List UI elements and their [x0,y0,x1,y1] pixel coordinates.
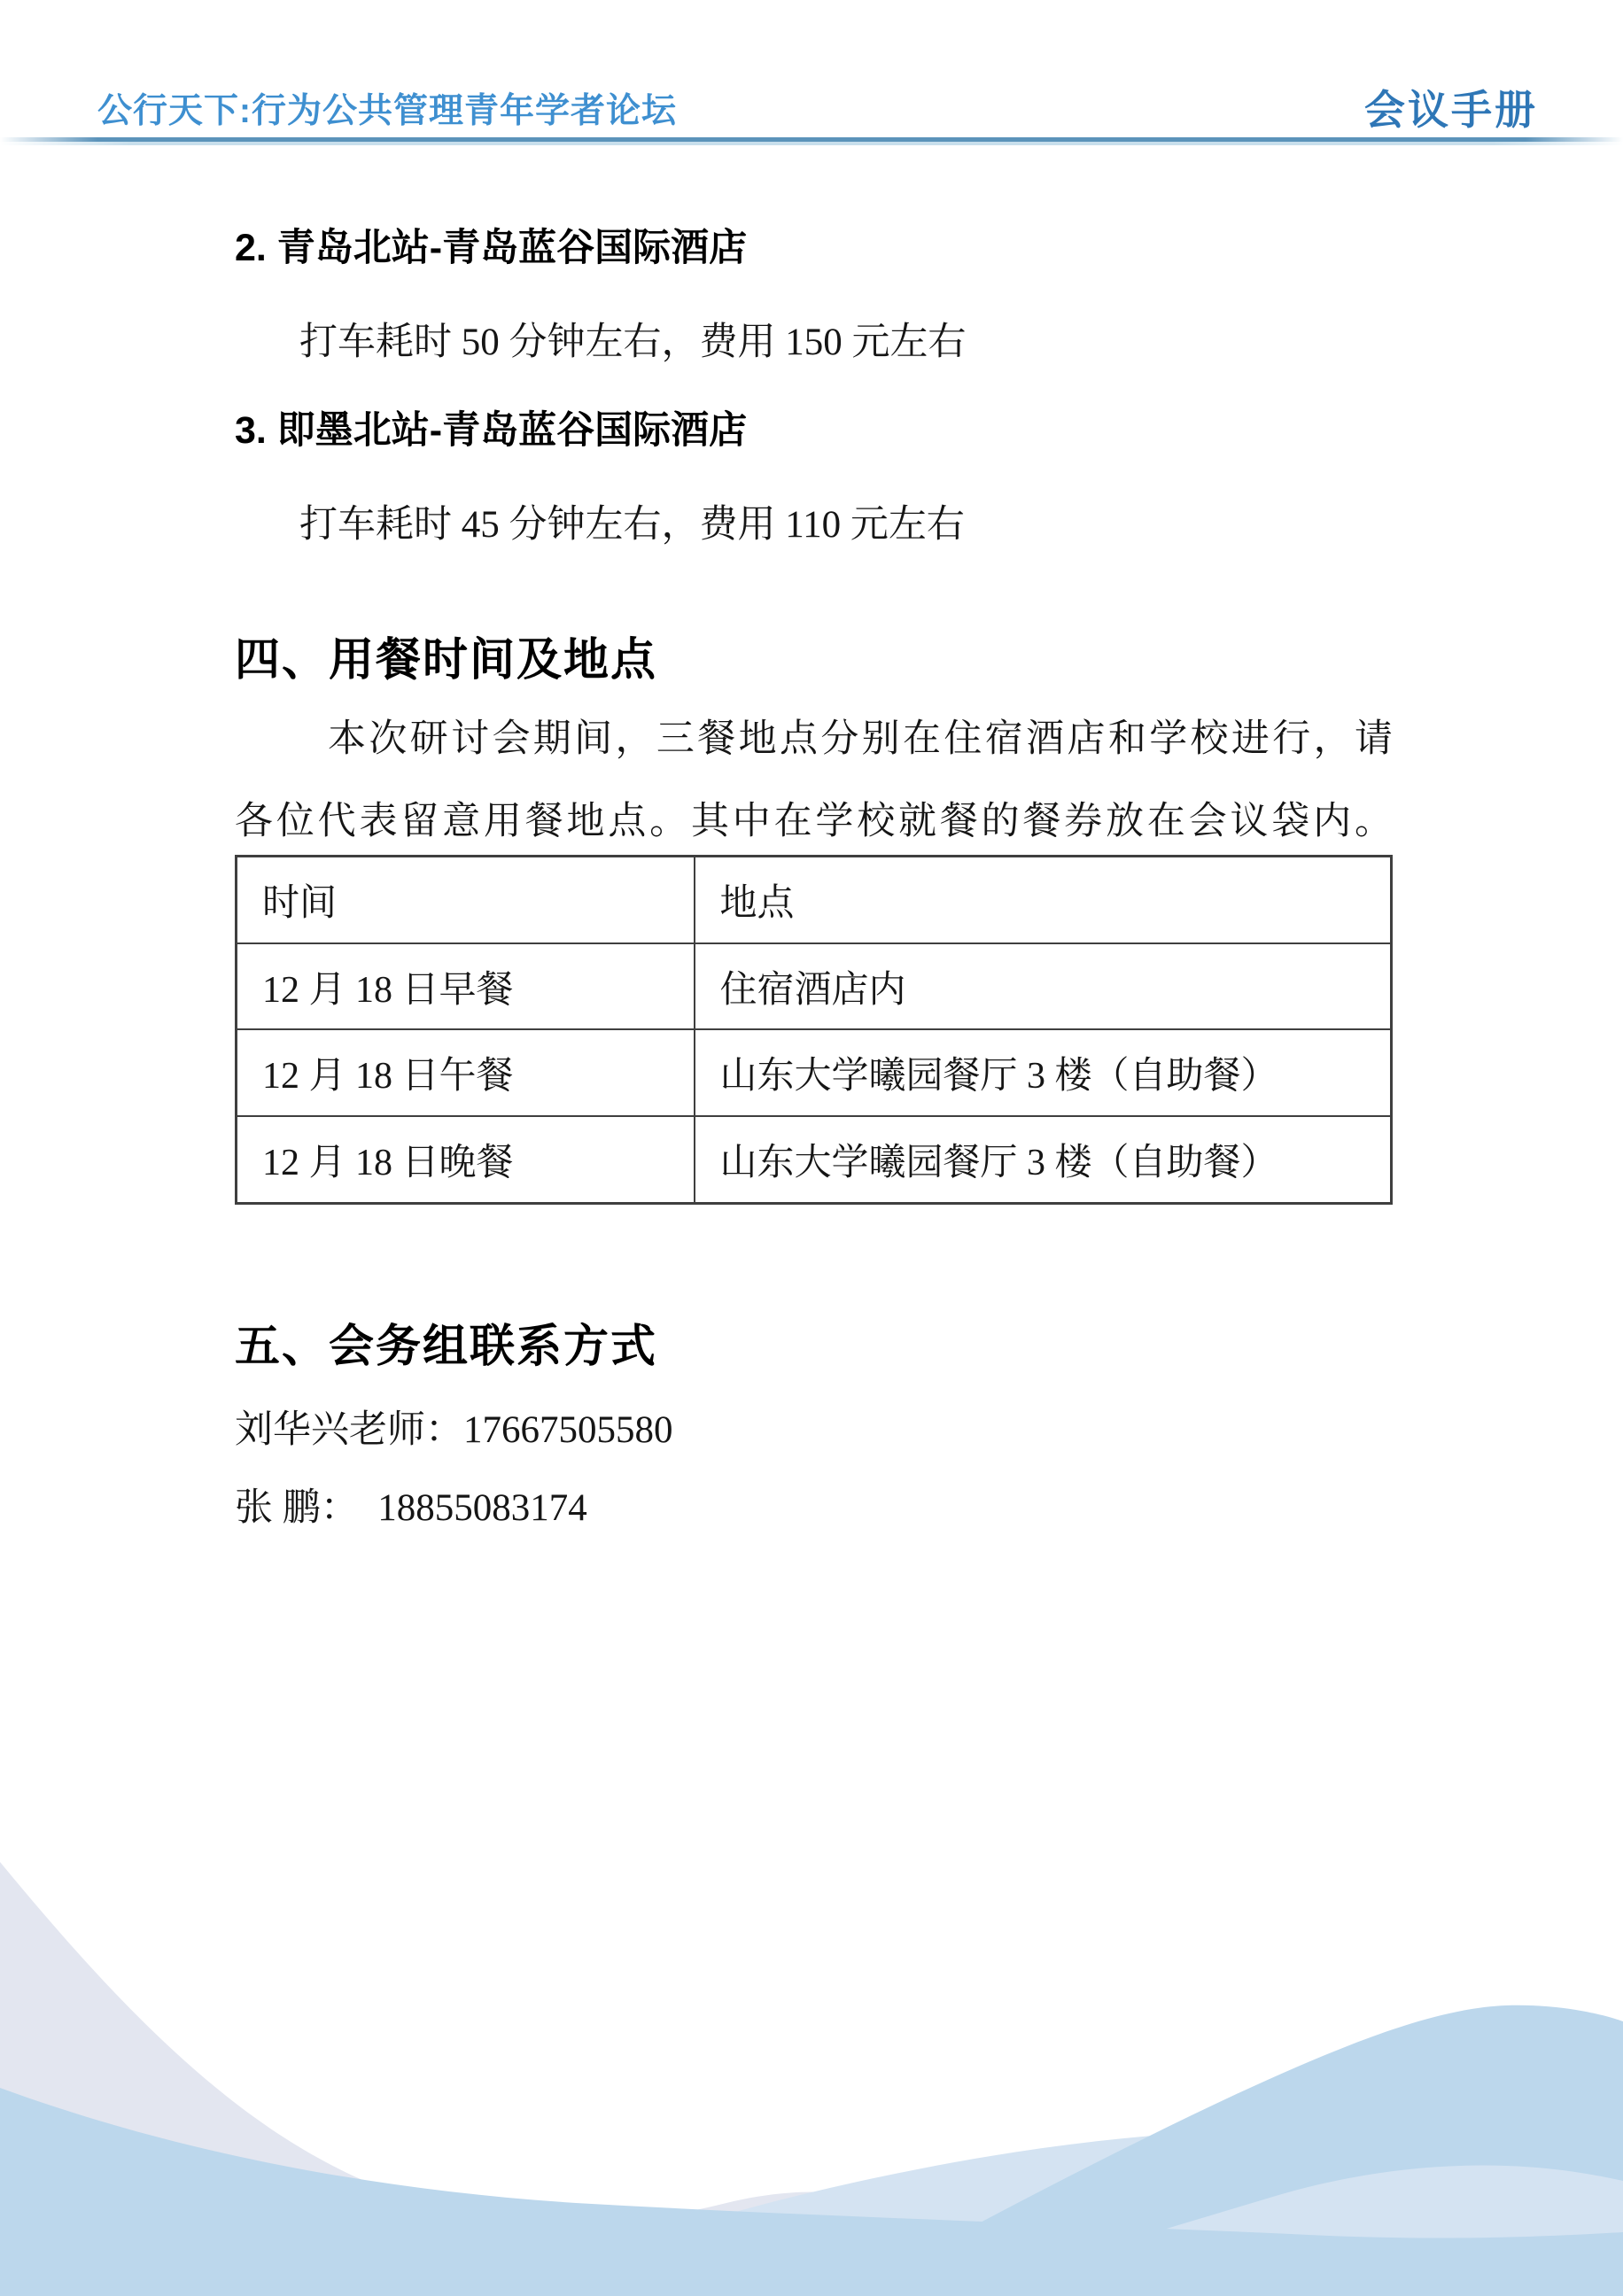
transport-item-title: 2. 青岛北站-青岛蓝谷国际酒店 [235,227,748,269]
transport-item-detail: 打车耗时 45 分钟左右，费用 110 元左右 [299,504,965,546]
footer-wave-graphic [0,1800,1623,2296]
meals-paragraph-line: 各位代表留意用餐地点。其中在学校就餐的餐券放在会议袋内。 [235,801,1393,842]
table-cell: 山东大学曦园餐厅 3 楼（自助餐） [695,1116,1392,1203]
table-row [237,1029,1392,1116]
section-heading-meals: 四、用餐时间及地点 [235,634,658,685]
table-row [237,943,1392,1030]
table-header-cell: 时间 [237,857,695,943]
table-cell: 12 月 18 日晚餐 [237,1116,695,1203]
table-cell: 住宿酒店内 [695,943,1392,1030]
section-heading-contact: 五、会务组联系方式 [235,1321,658,1371]
contact-line: 张 鹏： 18855083174 [235,1487,587,1529]
header-right-title: 会议手册 [1364,88,1538,133]
meal-schedule-table [235,855,1393,1205]
header-divider-glow [0,142,1623,145]
table-header-row [237,857,1392,943]
table-row [237,1116,1392,1203]
table-cell: 山东大学曦园餐厅 3 楼（自助餐） [695,1029,1392,1116]
header-left-title: 公行天下:行为公共管理青年学者论坛 [97,92,677,130]
table-header-cell: 地点 [695,857,1392,943]
transport-item-title: 3. 即墨北站-青岛蓝谷国际酒店 [235,409,748,452]
transport-item-detail: 打车耗时 50 分钟左右，费用 150 元左右 [299,322,967,363]
table-cell: 12 月 18 日午餐 [237,1029,695,1116]
contact-line: 刘华兴老师：17667505580 [235,1409,673,1451]
meals-paragraph-line: 本次研讨会期间，三餐地点分别在住宿酒店和学校进行，请 [328,718,1393,760]
table-cell: 12 月 18 日早餐 [237,943,695,1030]
